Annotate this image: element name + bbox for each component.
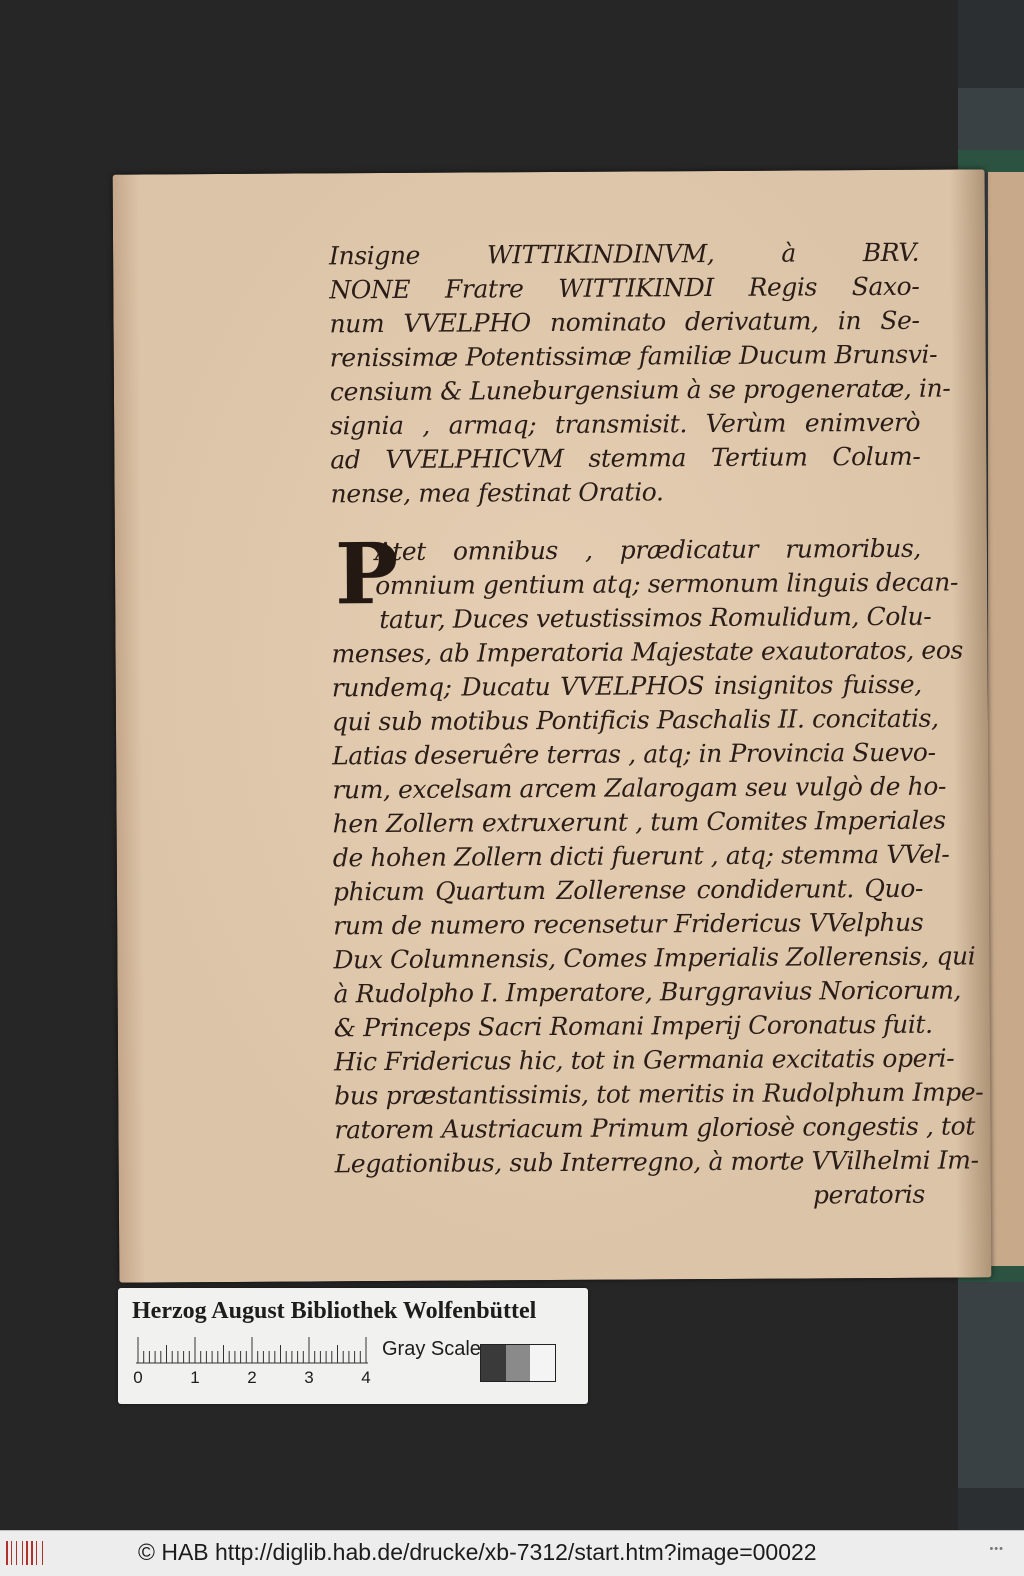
text-line: menses, ab Imperatoria Majestate exautoratos, eos [331, 635, 963, 669]
barcode-bar [6, 1541, 8, 1565]
swatch-mid [506, 1345, 531, 1381]
text-line: qui sub motibus Pontificis Paschalis II. concitatis, [331, 703, 939, 737]
barcode-bar [11, 1541, 12, 1565]
text-line: hen Zollern extruxerunt , tum Comites Imperiales [332, 805, 946, 839]
ruler-number: 4 [361, 1368, 371, 1387]
paragraph-break [331, 508, 921, 536]
barcode-bar [16, 1541, 17, 1565]
ruler-number: 1 [190, 1368, 200, 1387]
text-line: omnium gentium atq; sermonum linguis decan- [375, 567, 959, 601]
gray-scale-label: Gray Scale [382, 1338, 481, 1360]
barcode-bar [22, 1541, 23, 1565]
swatch-dark [481, 1345, 506, 1381]
color-target-card [118, 1288, 588, 1404]
ruler-scale [136, 1334, 376, 1364]
text-line: phicum Quartum Zollerense condiderunt. Quo- [332, 873, 924, 907]
text-line: num VVELPHO nominato derivatum, in Se- [329, 305, 920, 339]
text-line: à Rudolpho I. Imperatore, Burggravius Noricorum, [333, 975, 962, 1009]
text-line: censium & Luneburgensium à se progeneratæ, in- [329, 373, 951, 407]
more-dots-icon[interactable]: ••• [989, 1543, 1004, 1555]
text-line: ratorem Austriacum Primum gloriosè congestis , tot [334, 1111, 976, 1145]
text-line: nense, mea festinat Oratio. [330, 477, 664, 509]
footer-bar [0, 1530, 1024, 1576]
catchword: peratoris [812, 1179, 925, 1210]
library-name: Herzog August Bibliothek Wolfenbüttel [132, 1298, 537, 1324]
drop-cap: P [334, 523, 399, 624]
ruler-number: 2 [247, 1368, 257, 1387]
text-line: Hic Fridericus hic, tot in Germania excitatis operi- [333, 1043, 955, 1077]
next-page-edge [988, 170, 1024, 1270]
text-line: Insigne WITTIKINDINVM, à BRV. [329, 237, 920, 271]
text-line: ad VVELPHICVM stemma Tertium Colum- [330, 441, 921, 475]
barcode-bar [26, 1541, 28, 1565]
text-line: Dux Columnensis, Comes Imperialis Zollerensis, qui [333, 941, 976, 975]
text-line: tatur, Duces vetustissimos Romulidum, Colu- [379, 601, 932, 635]
barcode-bar [42, 1541, 43, 1565]
text-line: rum, excelsam arcem Zalarogam seu vulgò de ho- [332, 771, 947, 805]
text-line: rum de numero recensetur Fridericus VVelphus [333, 907, 924, 941]
text-line: signia , armaq; transmisit. Verùm enimverò [330, 407, 921, 441]
text-line: Latias deseruêre terras , atq; in Provincia Suevo- [332, 737, 936, 771]
text-line: renissimæ Potentissimæ familiæ Ducum Brunsvi- [329, 339, 938, 373]
page-text [329, 236, 984, 1216]
text-line: bus præstantissimis, tot meritis in Rudolphum Impe- [334, 1077, 984, 1111]
gray-swatches [480, 1344, 556, 1382]
swatch-light [530, 1345, 555, 1381]
copyright-url[interactable]: © HAB http://diglib.hab.de/drucke/xb-7312/start.htm?image=00022 [138, 1539, 817, 1565]
barcode-bar [36, 1541, 37, 1565]
text-line: & Princeps Sacri Romani Imperij Coronatus fuit. [333, 1009, 933, 1043]
text-line: de hohen Zollern dicti fuerunt , atq; stemma VVel- [332, 839, 950, 873]
ruler-number: 0 [133, 1368, 143, 1387]
text-line: rundemq; Ducatu VVELPHOS insignitos fuisse, [331, 669, 922, 703]
text-line: NONE Fratre WITTIKINDI Regis Saxo- [329, 271, 920, 305]
text-line: Legationibus, sub Interregno, à morte VVilhelmi Im- [334, 1145, 979, 1179]
barcode-icon [6, 1541, 46, 1565]
ruler-number: 3 [304, 1368, 314, 1387]
text-line: Atet omnibus , prædicatur rumoribus, [374, 533, 922, 567]
scanned-page [113, 169, 992, 1282]
paragraph-opening [331, 523, 959, 638]
barcode-bar [31, 1541, 33, 1565]
